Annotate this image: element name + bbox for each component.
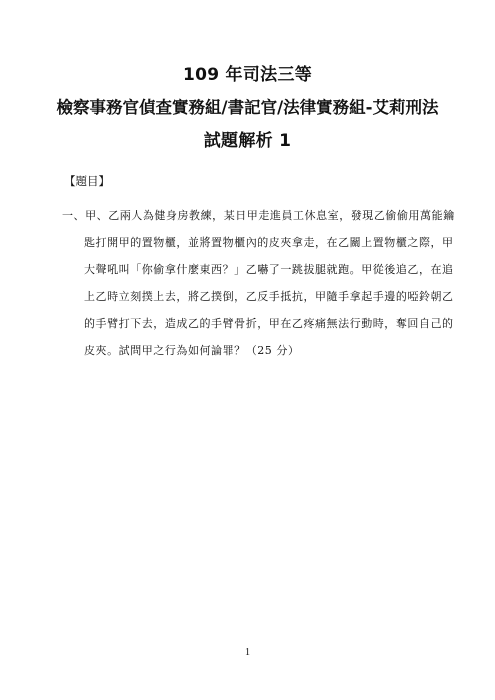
question-line: 匙打開甲的置物櫃，並將置物櫃內的皮夾拿走，在乙關上置物櫃之際，甲 [84,236,454,249]
exam-subtitle: 檢察事務官偵查實務組/書記官/法律實務組-艾莉刑法 [56,98,439,117]
question-line: 的手臂打下去，造成乙的手臂骨折，甲在乙疼痛無法行動時，奪回自己的 [84,317,454,330]
question-line: 一、甲、乙兩人為健身房教練，某日甲走進員工休息室，發現乙偷偷用萬能鑰 [62,209,455,222]
page-number: 1 [245,647,250,658]
question-line: 大聲吼叫「你偷拿什麼東西？」乙嚇了一跳拔腿就跑。甲從後追乙，在追 [84,263,454,276]
exam-title: 109 年司法三等 [182,65,313,85]
question-section-label: 【題目】 [64,174,110,188]
question-line: 上乙時立刻撲上去，將乙撲倒，乙反手抵抗，甲隨手拿起手邊的啞鈴朝乙 [84,290,454,303]
exam-analysis-title: 試題解析 1 [203,131,292,151]
question-line: 皮夾。試問甲之行為如何論罪？（25 分） [84,344,300,357]
